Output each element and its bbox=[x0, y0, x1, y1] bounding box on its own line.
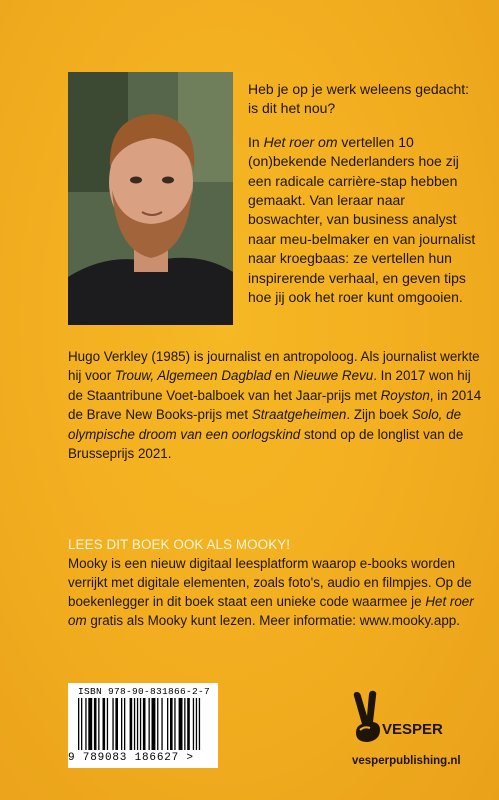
vesper-logo bbox=[346, 690, 443, 750]
mooky-section bbox=[68, 535, 483, 630]
barcode-bar bbox=[167, 698, 168, 750]
mooky-heading: LEES DIT BOEK OOK ALS MOOKY! bbox=[68, 537, 291, 552]
barcode-bar bbox=[143, 698, 146, 750]
barcode-bar bbox=[170, 698, 173, 750]
blurb-question: Heb je op je werk weleens gedacht: is dit het nou? bbox=[248, 81, 470, 117]
barcode-bar bbox=[140, 698, 141, 750]
bio-publication: Nieuwe Revu bbox=[293, 368, 374, 384]
barcode-bar bbox=[85, 698, 86, 750]
barcode-bar bbox=[179, 698, 183, 750]
barcode-bar bbox=[199, 698, 200, 750]
book-title-italic: Het roer om bbox=[68, 594, 474, 628]
barcode-bar bbox=[161, 698, 162, 750]
blurb-text-part: In bbox=[248, 133, 264, 150]
barcode-bar bbox=[94, 698, 97, 750]
barcode-bar bbox=[184, 698, 185, 750]
barcode-bar bbox=[103, 698, 106, 750]
blurb-description bbox=[248, 133, 480, 308]
barcode-bar bbox=[152, 698, 156, 750]
mooky-text: Mooky is een nieuw digitaal leesplatform waarop e-books worden verrijkt met digitale elementen, zoals foto's, audio en filmpjes. Op de boekenlegger in dit boek staat een unieke code waarmee je bbox=[68, 556, 472, 609]
vesper-logo-text: VESPER bbox=[382, 721, 443, 738]
author-portrait-image bbox=[68, 72, 233, 325]
barcode-bar bbox=[134, 698, 135, 750]
barcode-bar bbox=[149, 698, 150, 750]
publisher-url: vesperpublishing.nl bbox=[352, 755, 461, 767]
author-photo bbox=[68, 72, 233, 325]
bio-text: stond op de longlist van de Brusseprijs 2021. bbox=[68, 426, 464, 462]
bio-book-title: Solo, de olympische droom van een oorlogskind bbox=[68, 407, 462, 442]
bio-text: , in 2014 de Brave New Books-prijs met bbox=[68, 387, 482, 423]
barcode-bar bbox=[157, 698, 158, 750]
mooky-description bbox=[68, 554, 483, 630]
book-title-italic: Het roer om bbox=[263, 133, 338, 150]
barcode-bar bbox=[124, 698, 125, 750]
bio-book-title: Royston bbox=[380, 387, 430, 403]
barcode-bar bbox=[174, 698, 175, 750]
barcode-bar bbox=[115, 698, 118, 750]
bio-text: . In 2017 won hij de Staantribune Voet-balboek van het Jaar-prijs met bbox=[68, 368, 471, 403]
barcode-bar bbox=[98, 698, 99, 750]
barcode-bar bbox=[81, 698, 82, 750]
isbn-barcode bbox=[68, 683, 218, 768]
barcode-bars bbox=[68, 698, 218, 752]
barcode-bar bbox=[88, 698, 92, 750]
bio-book-title: Straatgeheimen bbox=[251, 407, 347, 423]
blurb-text-part: vertellen 10 (on)bekende Nederlanders hoe zij een radicale carrière-stap hebben gemaakt. Van leraar naar boswachter, van business analyst naar meu-belmaker en van journalist naar kroegbaas: ze vertellen hun inspirerende verhaal, en geven tips hoe jij ook het roer kunt omgooien. bbox=[248, 133, 476, 306]
mooky-text: gratis als Mooky kunt lezen. Meer informatie: www.mooky.app. bbox=[86, 613, 460, 628]
bio-publication: Trouw, Algemeen Dagblad bbox=[114, 368, 272, 384]
barcode-bar bbox=[187, 698, 190, 750]
barcode-bar bbox=[112, 698, 113, 750]
author-bio bbox=[68, 347, 483, 463]
bio-text: en bbox=[271, 368, 294, 384]
bio-text: Hugo Verkley (1985) is journalist en antropoloog. Als journalist werkte hij voor bbox=[68, 349, 480, 384]
barcode-digits: 9 789083 186627 > bbox=[68, 752, 194, 764]
author-bio-paragraph bbox=[68, 347, 483, 463]
barcode-bar bbox=[78, 698, 79, 750]
barcode-bar bbox=[137, 698, 138, 750]
barcode-bar bbox=[193, 698, 194, 750]
blurb-text bbox=[248, 80, 480, 321]
barcode-bar bbox=[121, 698, 122, 750]
barcode-bar bbox=[130, 698, 133, 750]
bio-text: . Zijn boek bbox=[346, 407, 412, 423]
isbn-label: ISBN 978-90-831866-2-7 bbox=[78, 686, 211, 697]
barcode-bar bbox=[196, 698, 197, 750]
barcode-bar bbox=[107, 698, 108, 750]
